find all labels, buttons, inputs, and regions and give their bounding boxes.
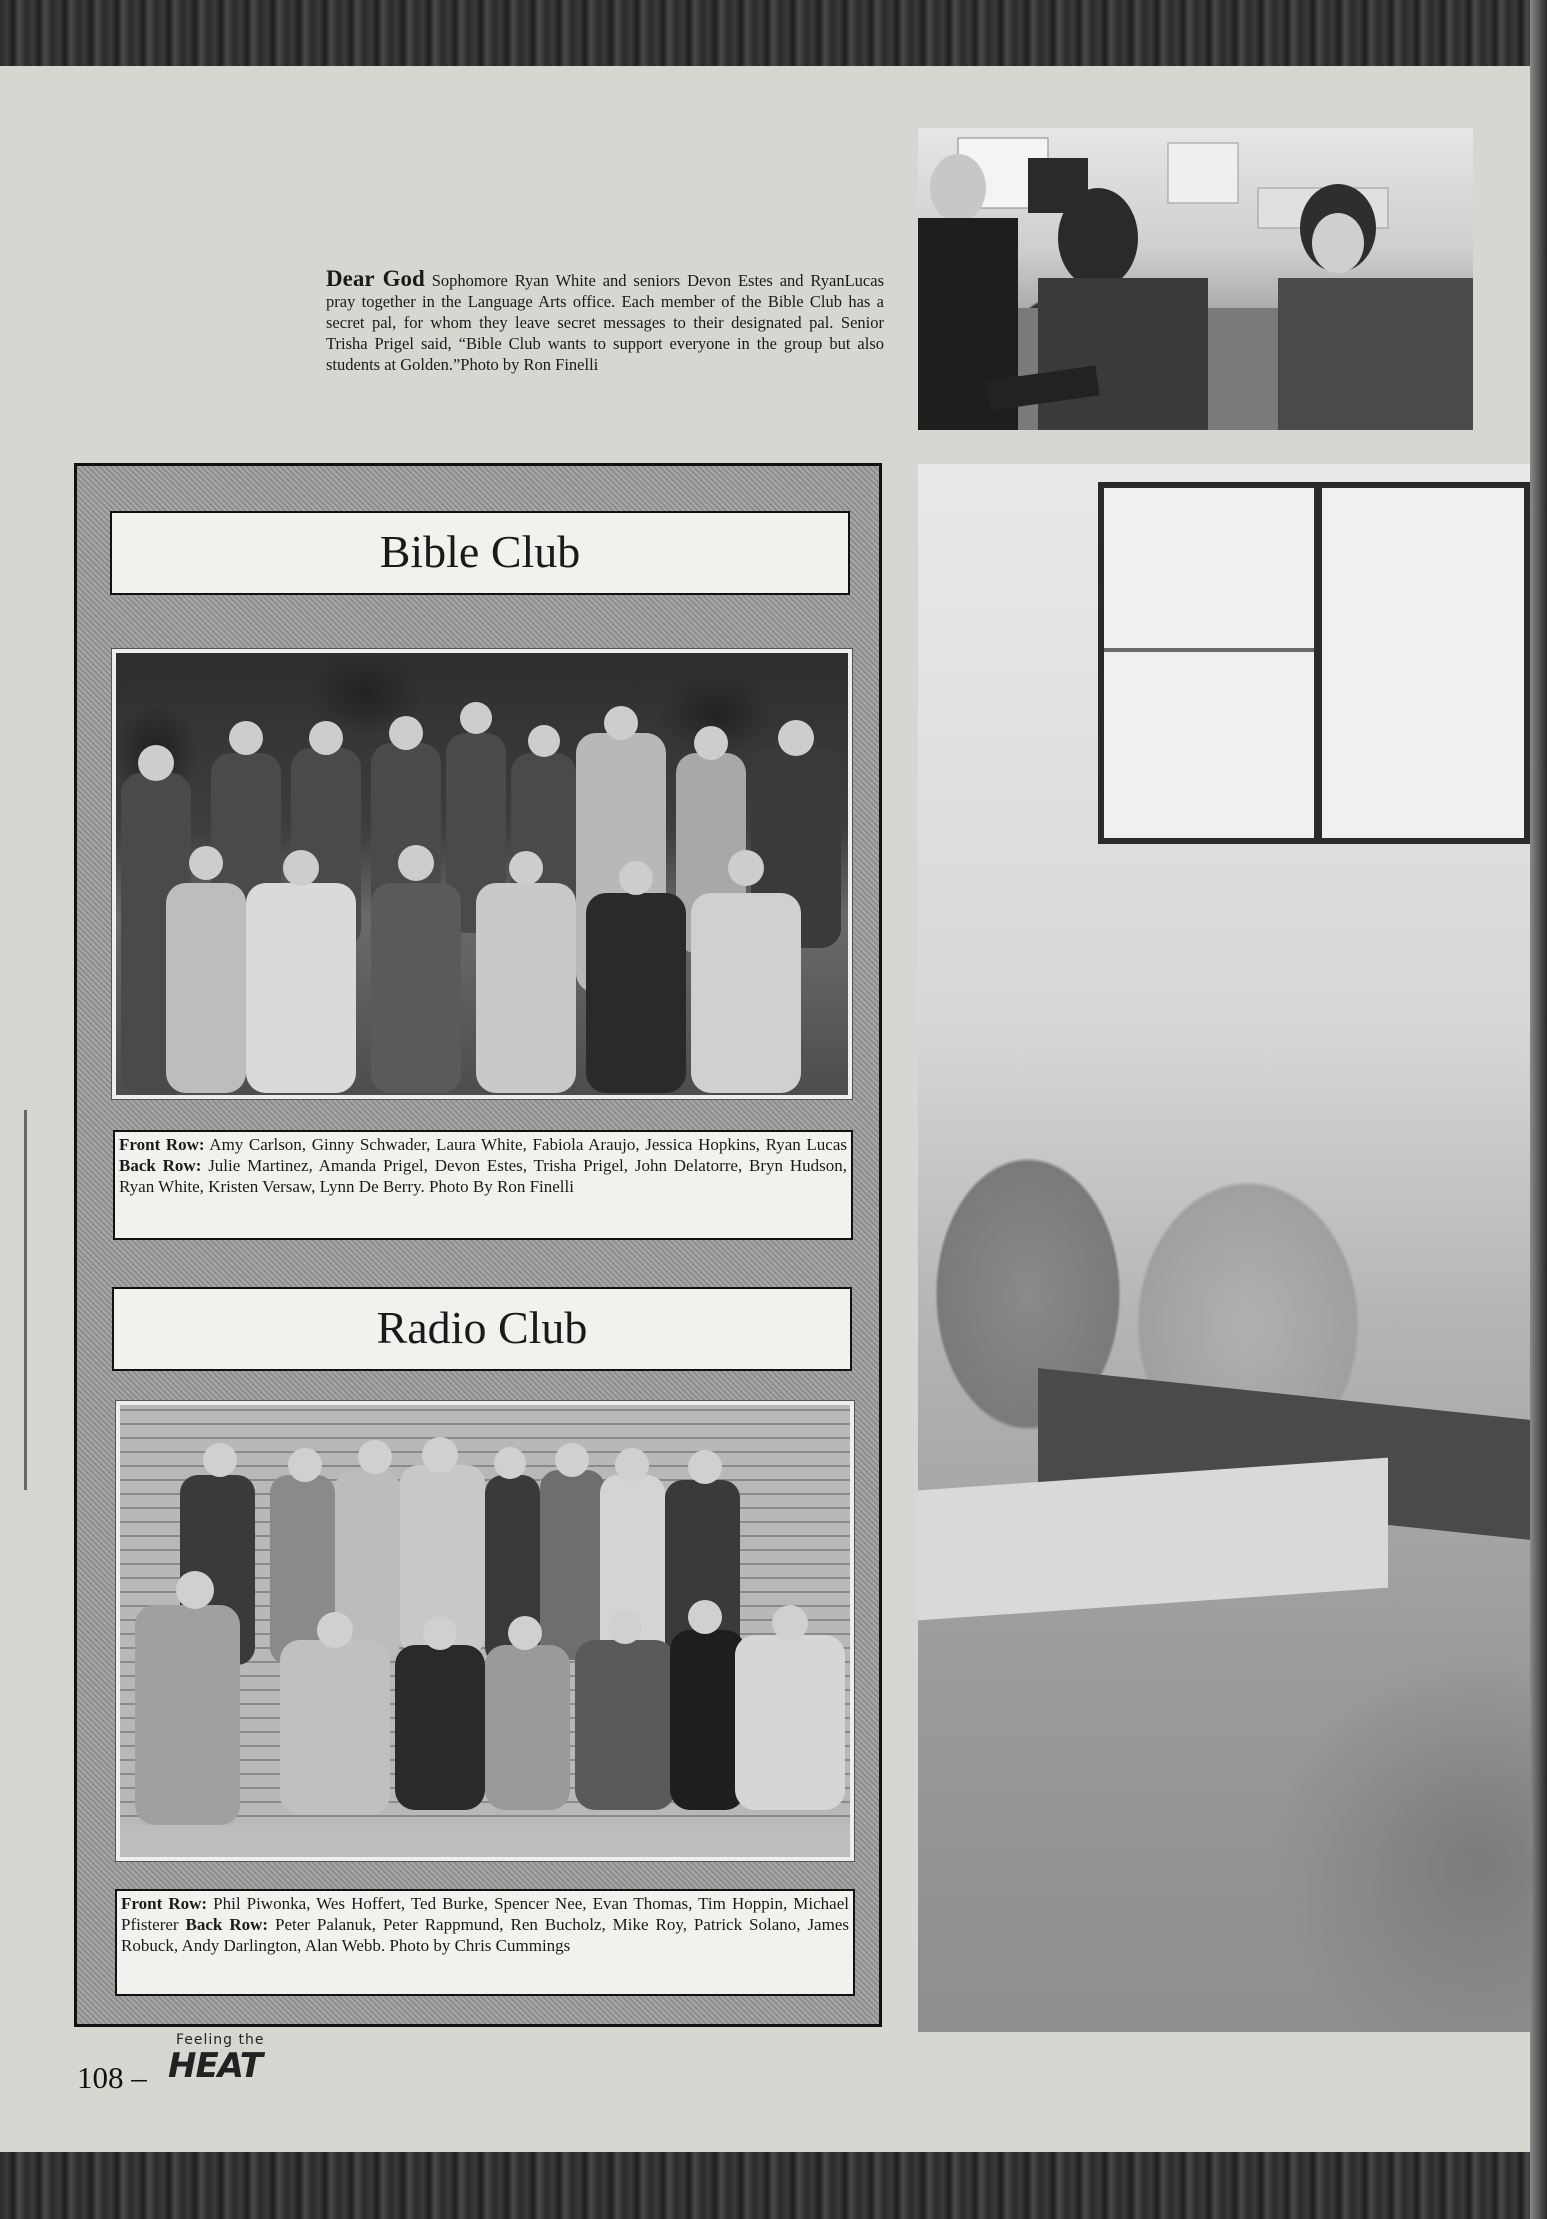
yearbook-logo-top: Feeling the <box>176 2032 265 2048</box>
back-row-label: Back Row: <box>119 1156 202 1175</box>
radio-club-group-photo <box>116 1401 854 1861</box>
classroom-window <box>1098 482 1530 844</box>
prayer-photo <box>918 128 1473 430</box>
classroom-photo <box>918 464 1530 2032</box>
back-row-label: Back Row: <box>185 1915 269 1934</box>
scan-edge-top <box>0 0 1547 66</box>
top-photo-caption <box>326 268 884 375</box>
classroom-desk <box>918 1458 1388 1621</box>
radio-club-title: Radio Club <box>112 1287 852 1371</box>
bible-club-people <box>116 653 848 1095</box>
scan-edge-bottom <box>0 2152 1547 2219</box>
radio-club-people <box>120 1405 850 1857</box>
yearbook-logo-bottom: HEAT <box>168 2046 262 2086</box>
front-row-names: Phil Piwonka, Wes Hoffert, Ted Burke, Spencer Nee, Evan Thomas, Tim Hoppin, Michael Pfisterer <box>121 1894 849 1934</box>
front-row-label: Front Row: <box>121 1894 208 1913</box>
gutter-line <box>24 1110 27 1490</box>
caption-title: Dear God <box>326 266 425 291</box>
prayer-photo-scene <box>918 128 1473 430</box>
page-binding-edge <box>1530 0 1547 2219</box>
radio-club-roster <box>115 1889 855 1996</box>
page-number: 108 – <box>77 2060 147 2095</box>
caption-text: Sophomore Ryan White and seniors Devon Estes and RyanLucas pray together in the Language Arts office. Each member of the Bible Club has a secret pal, for whom they leave secret messages to their designated pal. Senior Trisha Prigel said, “Bible Club wants to support everyone in the group but also students at Golden.”Photo by Ron Finelli <box>326 271 884 374</box>
front-row-label: Front Row: <box>119 1135 205 1154</box>
bible-club-group-photo <box>112 649 852 1099</box>
bible-club-roster <box>113 1130 853 1240</box>
bible-club-title: Bible Club <box>110 511 850 595</box>
front-row-names: Amy Carlson, Ginny Schwader, Laura White, Fabiola Araujo, Jessica Hopkins, Ryan Lucas <box>204 1135 847 1154</box>
back-row-names: Julie Martinez, Amanda Prigel, Devon Estes, Trisha Prigel, John Delatorre, Bryn Hudson, Ryan White, Kristen Versaw, Lynn De Berry. Photo By Ron Finelli <box>119 1156 847 1196</box>
back-row-names: Peter Palanuk, Peter Rappmund, Ren Bucholz, Mike Roy, Patrick Solano, James Robuck, Andy Darlington, Alan Webb. Photo by Chris Cummings <box>121 1915 849 1955</box>
clubs-panel <box>74 463 882 2027</box>
